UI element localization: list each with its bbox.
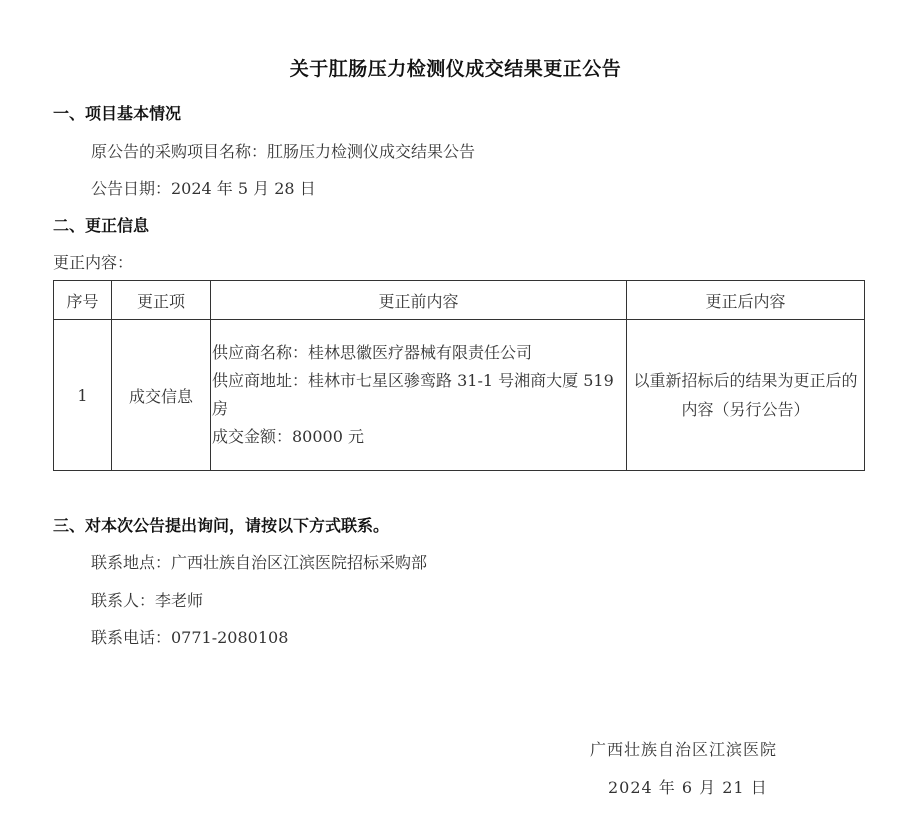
contact-phone: 联系电话：0771-2080108 (91, 628, 289, 647)
correction-table (53, 280, 865, 471)
section-heading-project-info: 一、项目基本情况 (53, 104, 182, 123)
section-heading-contact: 三、对本次公告提出询问，请按以下方式联系。 (53, 516, 390, 535)
row-before-content (211, 320, 627, 471)
table-header-row (54, 281, 865, 320)
row-item: 成交信息 (112, 320, 211, 471)
original-project-name: 原公告的采购项目名称：肛肠压力检测仪成交结果公告 (91, 142, 476, 161)
header-no: 序号 (54, 281, 112, 320)
table-row (54, 320, 865, 471)
signing-organization: 广西壮族自治区江滨医院 (590, 740, 778, 759)
section-heading-correction-info: 二、更正信息 (53, 216, 150, 235)
contact-person: 联系人：李老师 (91, 591, 204, 610)
before-supplier-name: 供应商名称：桂林思徽医疗器械有限责任公司 (212, 343, 533, 362)
announcement-date: 公告日期：2024 年 5 月 28 日 (91, 179, 316, 198)
contact-address: 联系地点：广西壮族自治区江滨医院招标采购部 (91, 553, 428, 572)
before-supplier-address: 供应商地址：桂林市七星区骖鸾路 31-1 号湘商大厦 519 房 (212, 371, 614, 418)
correction-content-label: 更正内容： (53, 253, 134, 272)
row-after-content: 以重新招标后的结果为更正后的内容（另行公告） (627, 320, 865, 471)
signing-date: 2024 年 6 月 21 日 (608, 778, 768, 797)
header-item: 更正项 (112, 281, 211, 320)
header-before: 更正前内容 (211, 281, 627, 320)
document-title: 关于肛肠压力检测仪成交结果更正公告 (289, 58, 622, 80)
header-after: 更正后内容 (627, 281, 865, 320)
row-no: 1 (54, 320, 112, 471)
before-deal-amount: 成交金额：80000 元 (212, 427, 364, 446)
